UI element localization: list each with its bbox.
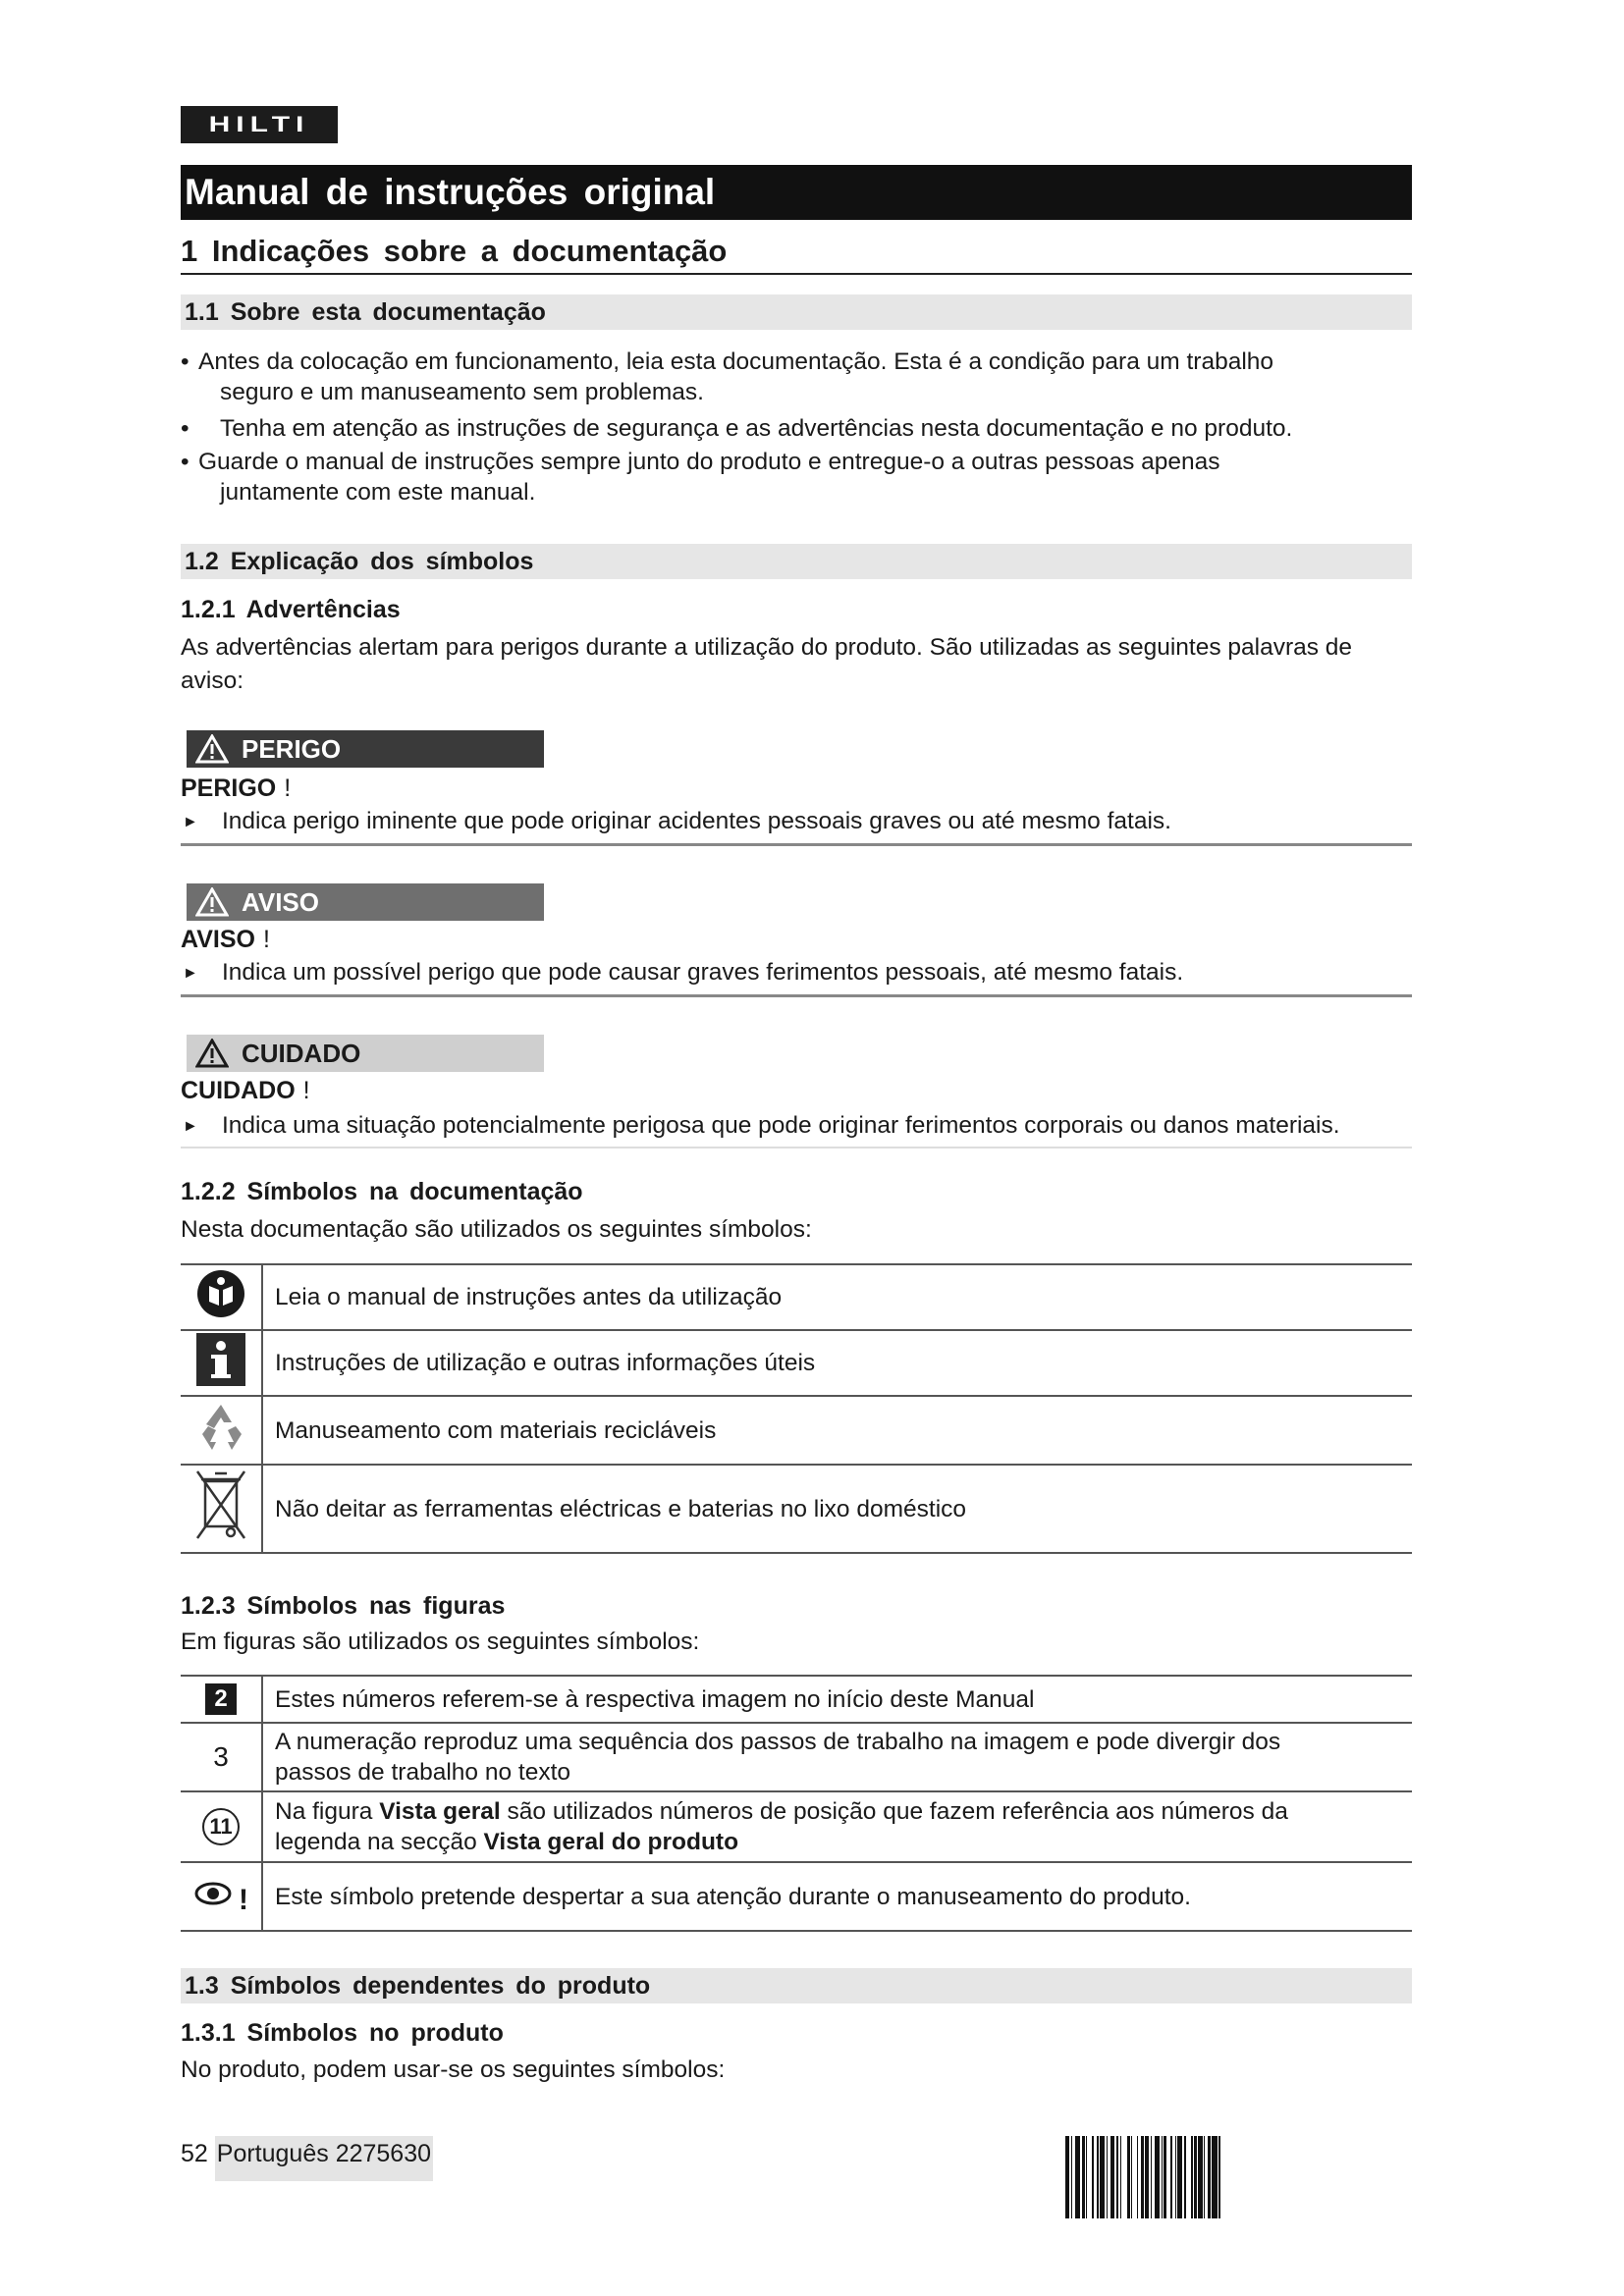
aviso-description: ► Indica um possível perigo que pode causar graves ferimentos pessoais, até mesmo fatais. [183, 959, 1184, 986]
footer-language: Português [216, 2140, 329, 2167]
fig-symbols-intro: Em figuras são utilizados os seguintes símbolos: [181, 1629, 700, 1655]
crossed-bin-icon [181, 1465, 262, 1553]
step-number-icon: 3 [181, 1723, 262, 1791]
section-1-heading: 1 Indicações sobre a documentação [181, 230, 1412, 275]
section-1-2-1-heading: 1.2.1 Advertências [181, 596, 401, 623]
barcode [1065, 2136, 1409, 2218]
table-row: Não deitar as ferramentas eléctricas e baterias no lixo doméstico [181, 1465, 1412, 1553]
aviso-signal-word: AVISO ! [181, 926, 270, 953]
barcode-bar [1220, 2136, 1224, 2218]
bullet-item: • Antes da colocação em funcionamento, leia esta documentação. Esta é a condição para um trabalho seguro e um manuseamento sem problemas. [181, 348, 1274, 405]
divider [181, 1147, 1412, 1148]
figure-symbols-table [181, 1675, 1412, 1932]
warning-triangle-icon [192, 1035, 232, 1072]
perigo-label-box: PERIGO [187, 730, 544, 768]
table-row: 3 A numeração reproduz uma sequência dos passos de trabalho na imagem e pode divergir dos passos de trabalho no texto [181, 1723, 1412, 1791]
arrow-bullet-icon: ► [183, 964, 198, 982]
cuidado-description: ► Indica uma situação potencialmente perigosa que pode originar ferimentos corporais ou danos materiais. [183, 1112, 1340, 1139]
page-footer [181, 2140, 433, 2168]
table-row: Instruções de utilização e outras informações úteis [181, 1330, 1412, 1396]
arrow-bullet-icon: ► [183, 813, 198, 830]
figure-number-icon: 2 [181, 1676, 262, 1723]
cuidado-signal-word: CUIDADO ! [181, 1077, 310, 1104]
doc-symbols-intro: Nesta documentação são utilizados os seguintes símbolos: [181, 1216, 812, 1243]
bullet-item: • Tenha em atenção as instruções de segurança e as advertências nesta documentação e no produto. [181, 415, 1293, 442]
page-number: 52 [181, 2140, 208, 2167]
section-1-2-heading: 1.2 Explicação dos símbolos [181, 544, 1412, 579]
doc-symbols-table [181, 1263, 1412, 1554]
divider [181, 994, 1412, 997]
warning-triangle-icon [192, 883, 232, 921]
section-1-1-heading: 1.1 Sobre esta documentação [181, 294, 1412, 330]
document-code: 2275630 [335, 2140, 432, 2167]
main-title: Manual de instruções original [181, 165, 1412, 220]
section-1-3-1-heading: 1.3.1 Símbolos no produto [181, 2019, 504, 2047]
perigo-signal-word: PERIGO ! [181, 774, 292, 802]
warning-triangle-icon [192, 730, 232, 768]
table-row: ! Este símbolo pretende despertar a sua atenção durante o manuseamento do produto. [181, 1862, 1412, 1931]
hilti-logo: HILTI [181, 106, 338, 143]
section-1-3-heading: 1.3 Símbolos dependentes do produto [181, 1968, 1412, 2003]
recycle-icon [181, 1396, 262, 1465]
perigo-description: ► Indica perigo iminente que pode originar acidentes pessoais graves ou até mesmo fatais. [183, 808, 1171, 834]
table-row: Leia o manual de instruções antes da utilização [181, 1264, 1412, 1330]
section-1-2-3-heading: 1.2.3 Símbolos nas figuras [181, 1592, 506, 1620]
position-number-icon: 11 [181, 1791, 262, 1862]
divider [181, 843, 1412, 846]
section-1-2-2-heading: 1.2.2 Símbolos na documentação [181, 1178, 583, 1205]
bullet-item: • Guarde o manual de instruções sempre junto do produto e entregue-o a outras pessoas apenas juntamente com este manual. [181, 449, 1220, 506]
table-row: 11 Na figura Vista geral são utilizados números de posição que fazem referência aos números da legenda na secção Vista geral do produto [181, 1791, 1412, 1862]
aviso-label-box: AVISO [187, 883, 544, 921]
warnings-intro: As advertências alertam para perigos durante a utilização do produto. São utilizadas as seguintes palavras de aviso: [181, 634, 1353, 694]
attention-eye-icon: ! [181, 1862, 262, 1931]
table-row: Manuseamento com materiais recicláveis [181, 1396, 1412, 1465]
read-manual-icon [181, 1264, 262, 1330]
arrow-bullet-icon: ► [183, 1117, 198, 1135]
info-icon [181, 1330, 262, 1396]
product-symbols-intro: No produto, podem usar-se os seguintes símbolos: [181, 2056, 726, 2083]
table-row: 2 Estes números referem-se à respectiva imagem no início deste Manual [181, 1676, 1412, 1723]
cuidado-label-box: CUIDADO [187, 1035, 544, 1072]
